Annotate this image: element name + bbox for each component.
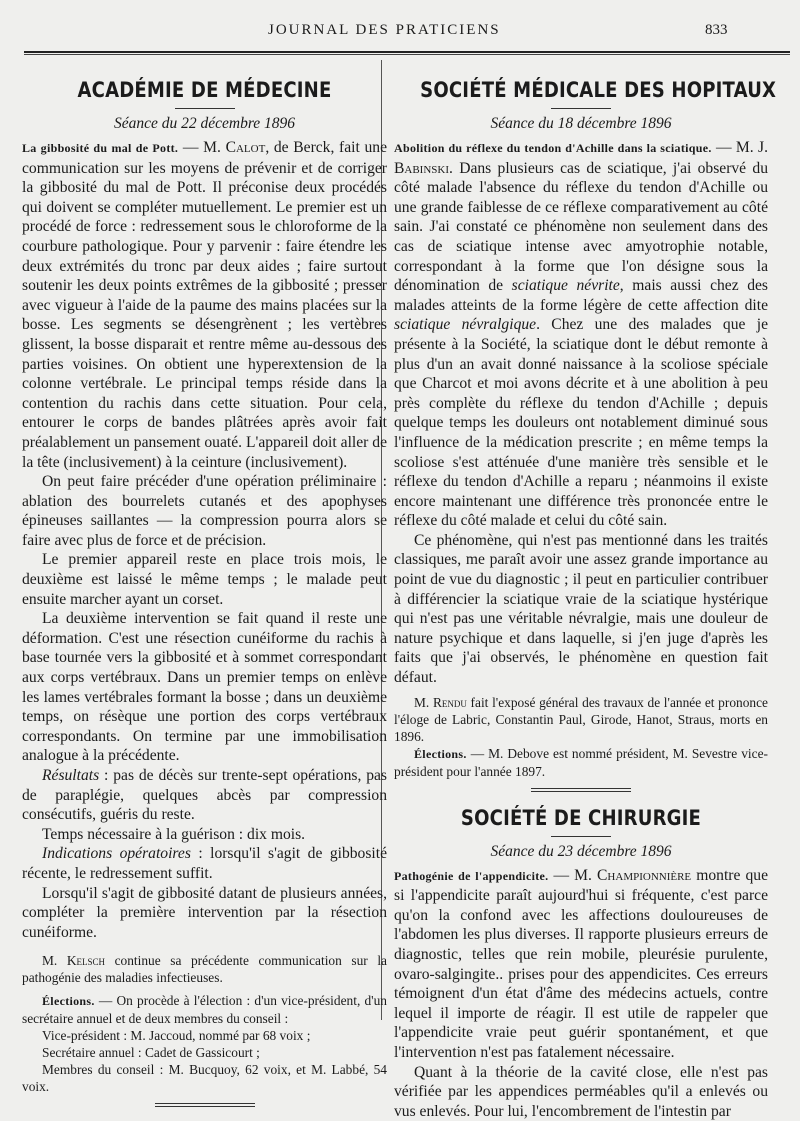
- gibbosite-ancienne-paragraph: Lorsqu'il s'agit de gibbosité datant de plusieurs années, compléter la première intervention par la résection cunéiforme.: [22, 884, 387, 941]
- journal-title: JOURNAL DES PRATICIENS: [268, 22, 501, 38]
- premier-appareil-paragraph: Le premier appareil reste en place trois mois, le deuxième est laissé le même temps ; le malade peut ensuite marcher ayant un corset.: [22, 551, 387, 608]
- header-rule: [24, 51, 790, 53]
- achille-italic-1: sciatique névrite: [511, 277, 620, 295]
- title-underline: [175, 108, 235, 109]
- indications-label: Indications opératoires: [42, 845, 191, 863]
- page-number: 833: [705, 22, 728, 38]
- achille-text-c: . Chez une des malades que je présente à la Société, la sciatique dont le début remonte à plus d'un an avait donné naissance à la scoliose spéciale que Charcot et moi avons décrite et à une abolition à peu près complète du réflexe du tendon d'Achille ; depuis quelque temps les douleurs ont notablement diminué sous l'influence de la médication prescrite ; en même temps la scoliose s'est atténuée d'une manière très sensible et le réflexe du tendon d'Achille a reparu ; néanmoins il existe encore maintenant une différence très prononcée entre le réflexe du côté malade et celui du côté sain.: [394, 316, 768, 530]
- membres-conseil-line: Membres du conseil : M. Bucquoy, 62 voix, et M. Labbé, 54 voix.: [22, 1062, 387, 1095]
- running-head: [0, 22, 800, 42]
- end-rule: [155, 1103, 255, 1107]
- indications-paragraph: [22, 844, 387, 883]
- appendicite-dash: — M.: [548, 866, 598, 884]
- vice-president-line: Vice-président : M. Jaccoud, nommé par 68 voix ;: [42, 1028, 311, 1044]
- academie-seance: Séance du 22 décembre 1896: [113, 115, 296, 132]
- achille-text-b: , mais aussi chez des malades atteints de la forme légère de cette affection dite: [394, 277, 768, 314]
- title-underline: [551, 836, 611, 837]
- resultats-text: : pas de décès sur trente-sept opérations, pas de paraplégie, quelques abcès par compression consécutifs, guéris du reste.: [22, 767, 387, 824]
- elections-hopitaux-text: — M. Debove est nommé président, M. Sevestre vice-président pour l'année 1897.: [394, 745, 768, 779]
- phenomene-paragraph: Ce phénomène, qui n'est pas mentionné dans les traités classiques, me paraît avoir une assez grande importance au point de vue du diagnostic ; il peut en particulier contribuer à différencier la sciatique vraie de la sciatique hystérique qui n'est pas une véritable névralgie, mais une douleur de nature psychique et dans laquelle, si j'en juge d'après les faits que j'ai observés, le phénomène en question fait défaut.: [394, 531, 768, 687]
- gibbosite-dash: — M.: [178, 139, 226, 156]
- deuxieme-intervention-paragraph: La deuxième intervention se fait quand il reste une déformation. C'est une résection cunéiforme du rachis à base tournée vers la gibbosité et à sommet correspondant aux corps vertébraux. Dans un premier temps on enlève les lames vertébrales formant la bosse ; dans un deuxième temps, on résèque une portion des corps vertébraux correspondants. On termine par une immobilisation analogue à la précédente.: [22, 610, 387, 765]
- gibbosite-paragraph: [22, 138, 387, 472]
- hopitaux-title: SOCIÉTÉ MÉDICALE DES HOPITAUX: [420, 78, 777, 102]
- achille-rubric: Abolition du réflexe du tendon d'Achille dans la sciatique.: [394, 141, 712, 155]
- elections-academie-text: — On procède à l'élection : d'un vice-président, d'un secrétaire annuel et de deux membres du conseil :: [22, 993, 387, 1027]
- header-rule-thin: [24, 54, 790, 55]
- cavite-close-paragraph: Quant à la théorie de la cavité close, elle n'est pas vérifiée par les appendices perméables qu'il a enlevés ou vus enlevés. Pour lui, l'encombrement de l'intestin par: [394, 1063, 768, 1120]
- elections-hopitaux-label: Élections.: [414, 746, 467, 761]
- rendu-text: fait l'exposé général des travaux de l'année et prononce l'éloge de Labric, Constantin Paul, Girode, Hanot, Straus, morts en 1896.: [394, 694, 768, 744]
- achille-italic-2: sciatique névralgique: [394, 316, 537, 334]
- hopitaux-seance: Séance du 18 décembre 1896: [490, 115, 672, 132]
- gibbosite-text: , de Berck, fait une communication sur les moyens de prévenir et de corriger la gibbosité du mal de Pott. Il préconise deux procédés qui doivent se compléter mutuellement. Le premier est un procédé de force : redressement sous le chloroforme de la courbure pathologique. Pour y parvenir : faire étendre les deux extrémités du tronc par deux aides ; faire surtout soutenir les deux points extrêmes de la gibbosité ; presser avec vigueur à l'aide de la paume des mains placées sur la bosse. Les segments se désengrènent ; les vertèbres glissent, la bosse disparait et rentre même au-dessous des parties voisines. On obtient une hyperextension de la colonne vertébrale. Le principal temps réside dans la contention du rachis dans cette situation. Pour cela, entourer le corps de bandes plâtrées après avoir fait préalablement un pansement ouaté. L'appareil doit aller de la tête (inclusivement) à la ceinture (inclusivement).: [22, 139, 387, 471]
- elections-hopitaux-paragraph: [394, 745, 768, 780]
- appendicite-paragraph: [394, 866, 768, 1063]
- rendu-prefix: M.: [414, 694, 433, 710]
- indications-text: : lorsqu'il s'agit de gibbosité récente, le redressement suffit.: [22, 845, 388, 882]
- rendu-author: Rendu: [432, 694, 467, 710]
- chirurgie-title: SOCIÉTÉ DE CHIRURGIE: [460, 805, 702, 830]
- kelsch-prefix: M.: [42, 953, 67, 969]
- babinski-author: Babinski: [394, 159, 450, 177]
- temps-necessaire: Temps nécessaire à la guérison : dix mois.: [42, 825, 306, 843]
- chirurgie-seance: Séance du 23 décembre 1896: [490, 842, 672, 860]
- section-separator-rule: [531, 788, 631, 792]
- elections-academie-label: Élections.: [42, 994, 95, 1009]
- kelsch-paragraph: [22, 952, 387, 986]
- achille-text-a: . Dans plusieurs cas de sciatique, j'ai observé du côté malade l'absence du réflexe du tendon d'Achille ou une grande faiblesse de ce réflexe comparativement au côté sain. J'ai constaté ce phénomène non seulement dans des cas de sciatique intense avec amyotrophie notable, correspondant à la forme que l'on désigne sous la dénomination de: [394, 159, 768, 295]
- right-column: [394, 64, 777, 1121]
- appendicite-rubric: Pathogénie de l'appendicite.: [394, 868, 549, 883]
- resultats-label: Résultats: [42, 767, 100, 784]
- achille-dash: — M. J.: [711, 139, 768, 156]
- calot-author: Calot: [225, 139, 266, 156]
- appendicite-text: montre que si l'appendicite paraît aujourd'hui si fréquente, c'est parce qu'on la confond avec les affections douloureuses de l'abdomen les plus diverses. Il rapporte plusieurs erreurs de diagnostic, telles que rein mobile, pleurésie purulente, ovaro-salgingite.. prises pour des appendicites. Ces erreurs témoignent d'un état d'âme des médecins actuels, contre lequel il importe de réagir. Il est utile de rappeler que l'appendicite vraie peut guérir spontanément, et que l'intervention n'est pas fatalement nécessaire.: [394, 866, 768, 1061]
- resultats-paragraph: [22, 766, 387, 825]
- secretaire-line: Secrétaire annuel : Cadet de Gassicourt ;: [42, 1045, 260, 1061]
- championniere-author: Championnière: [597, 866, 692, 884]
- title-underline: [551, 108, 611, 109]
- gibbosite-rubric: La gibbosité du mal de Pott.: [22, 141, 179, 155]
- operation-preliminaire-paragraph: On peut faire précéder d'une opération préliminaire : ablation des bourrelets cutanés et des apophyses épineuses saillantes — la compression pourra alors se faire avec plus de force et de précision.: [22, 473, 387, 549]
- elections-academie-paragraph: [22, 992, 387, 1027]
- achille-paragraph: [394, 138, 768, 531]
- left-column: [22, 64, 387, 1107]
- kelsch-text: continue sa précédente communication sur la pathogénie des maladies infectieuses.: [22, 953, 387, 986]
- academie-title: ACADÉMIE DE MÉDECINE: [77, 78, 332, 102]
- rendu-paragraph: [394, 694, 768, 745]
- kelsch-author: Kelsch: [66, 953, 106, 969]
